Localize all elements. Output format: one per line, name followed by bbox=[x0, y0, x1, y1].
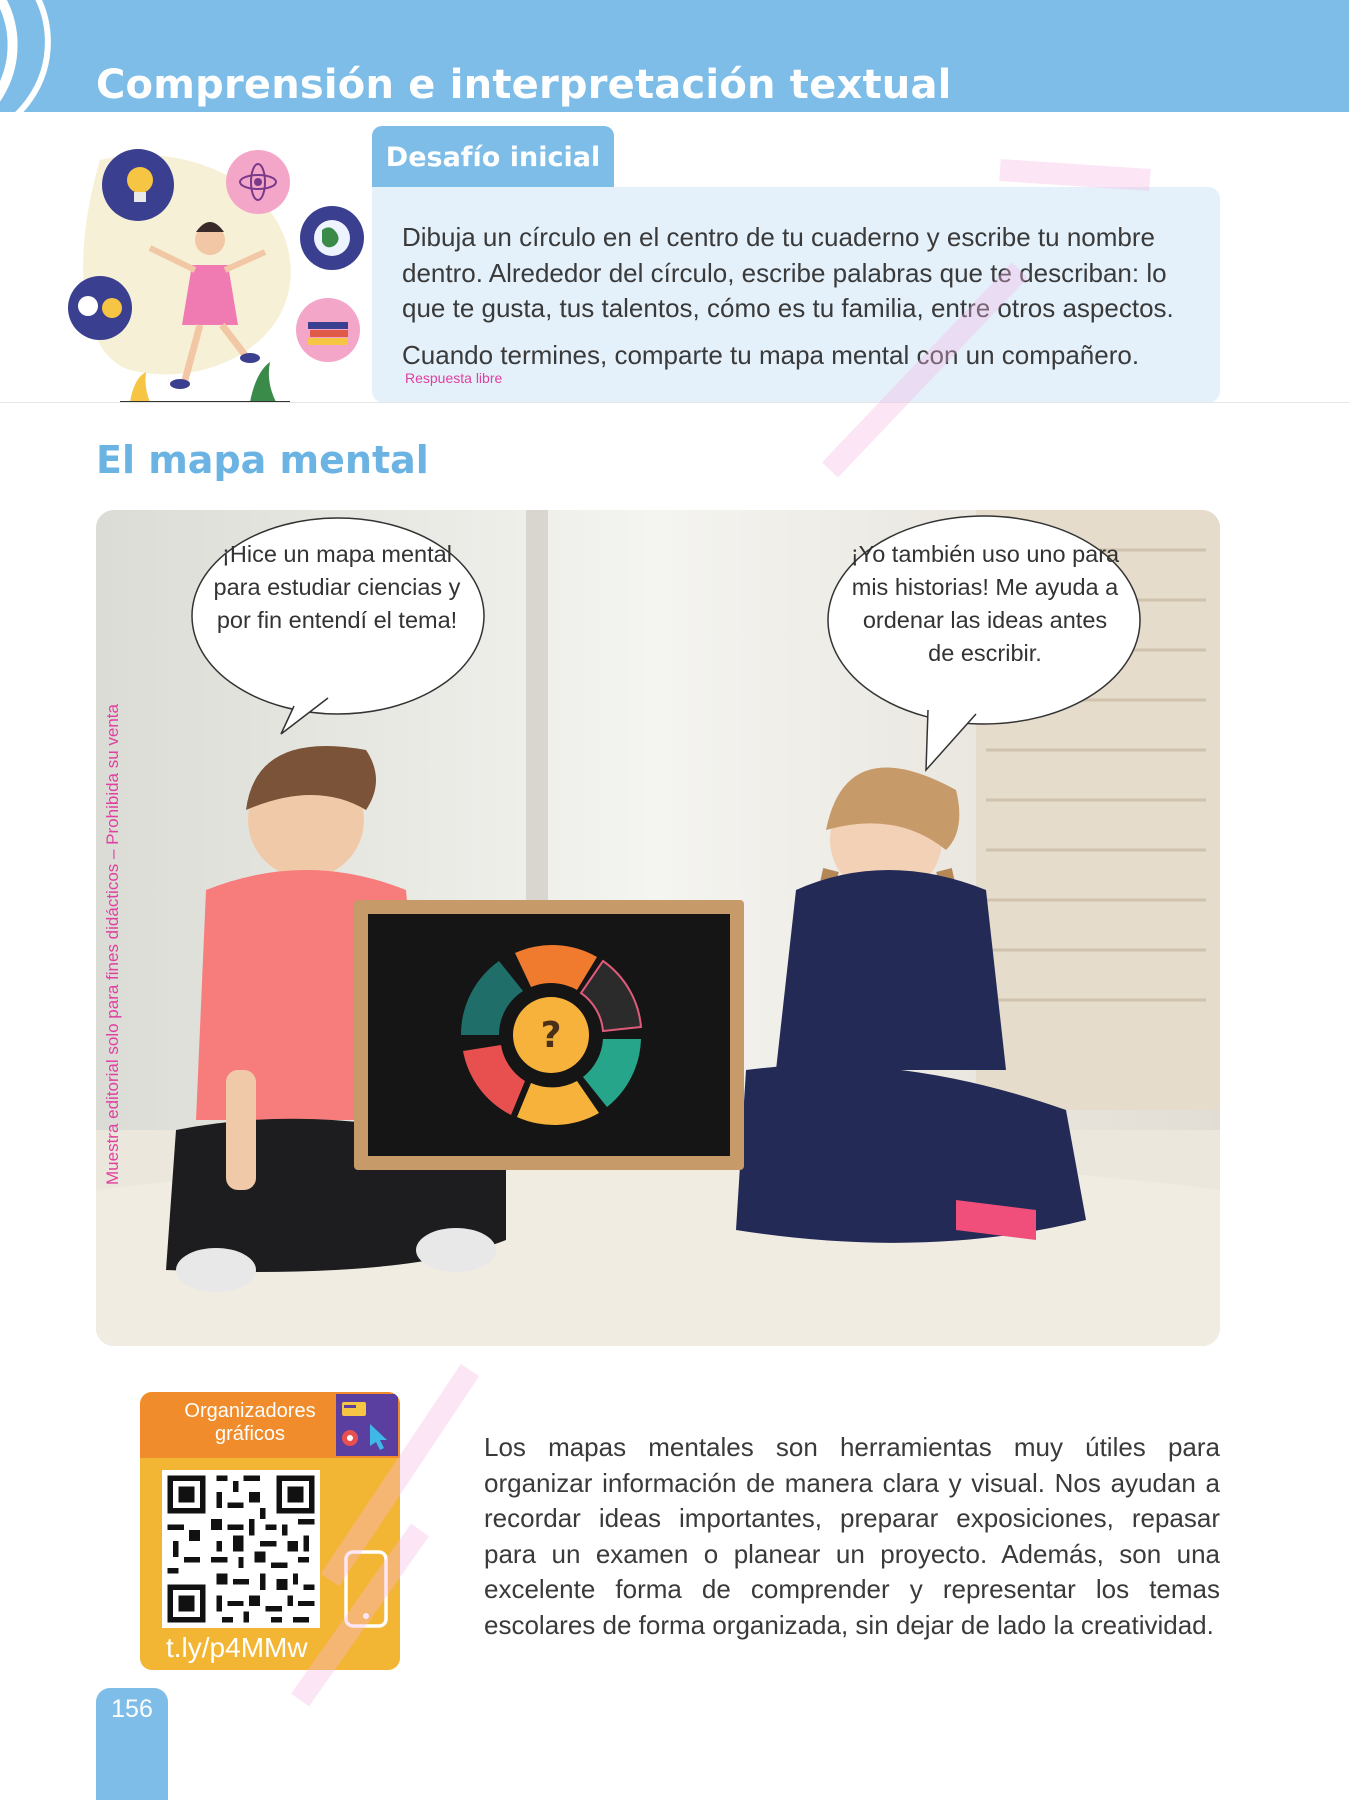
sports-ball-icon bbox=[68, 276, 132, 340]
lightbulb-icon bbox=[102, 149, 174, 221]
speech-bubble-girl: ¡Yo también uso uno para mis historias! Me ayuda a ordenar las ideas antes de escribir. bbox=[850, 541, 1120, 666]
challenge-tab: Desafío inicial bbox=[372, 126, 614, 188]
atom-icon bbox=[226, 150, 290, 214]
answer-note: Respuesta libre bbox=[405, 370, 503, 386]
page-number: 156 bbox=[111, 1695, 153, 1723]
app-touch-icon bbox=[336, 1394, 398, 1456]
books-icon bbox=[296, 298, 360, 362]
mind-map-explanation: Los mapas mentales son herramientas muy útiles para organizar información de manera clara y visual. Nos ayudan a recordar ideas importantes, preparar exposiciones, repasar para un examen o planear un proyecto. Además, son una excelente forma de comprender y representar los temas escolares de forma organizada, sin dejar de lado la creatividad. bbox=[484, 1432, 1220, 1640]
qr-code bbox=[162, 1470, 320, 1628]
mind-map-board bbox=[354, 900, 744, 1170]
challenge-share-instruction: Cuando termines, comparte tu mapa mental con un compañero. bbox=[402, 340, 1140, 370]
girl-ideas-illustration bbox=[60, 140, 370, 405]
speech-bubble-boy: ¡Hice un mapa mental para estudiar ciencias y por fin entendí el tema! bbox=[213, 541, 461, 633]
page-title: Comprensión e interpretación textual bbox=[96, 62, 952, 108]
section-divider bbox=[0, 402, 1349, 403]
qr-short-link[interactable]: t.ly/p4MMw bbox=[166, 1632, 308, 1663]
globe-icon bbox=[300, 206, 364, 270]
qr-card-title: Organizadores gráficos bbox=[184, 1400, 316, 1445]
editorial-side-note: Muestra editorial solo para fines didácticos – Prohibida su venta bbox=[103, 704, 122, 1185]
header-arc-decoration bbox=[0, 0, 90, 140]
section-title: El mapa mental bbox=[96, 438, 429, 482]
svg-text:?: ? bbox=[540, 1015, 562, 1056]
smartphone-icon bbox=[344, 1550, 388, 1628]
qr-card[interactable] bbox=[140, 1392, 400, 1670]
challenge-instructions: Dibuja un círculo en el centro de tu cuaderno y escribe tu nombre dentro. Alrededor del círculo, escribe palabras que te describan: lo que te gusta, tus talentos, cómo es tu familia, entre otros aspectos. bbox=[402, 222, 1174, 323]
